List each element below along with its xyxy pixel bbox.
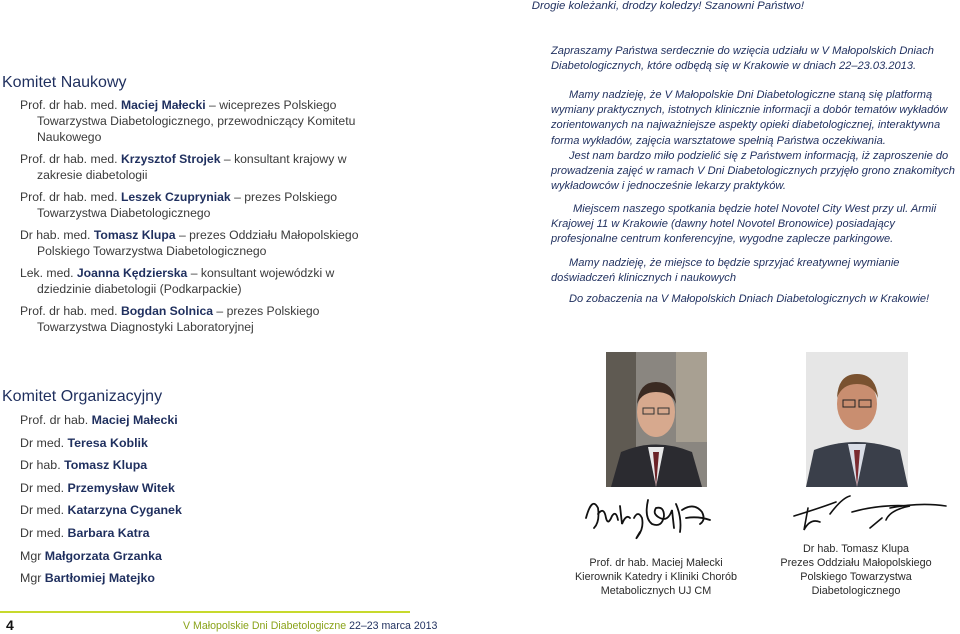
- member-title: Dr med.: [20, 480, 68, 495]
- caption-line: Metabolicznych UJ CM: [600, 585, 712, 597]
- member-title: Lek. med.: [20, 266, 77, 280]
- member-title: Dr hab.: [20, 458, 65, 473]
- portrait-photo-malecki: [606, 352, 707, 487]
- caption-line: Diabetologicznego: [811, 585, 901, 597]
- member-name: Barbara Katra: [67, 525, 150, 540]
- member-name: Joanna Kędzierska: [76, 266, 188, 280]
- member-title: Prof. dr hab.: [20, 413, 92, 427]
- list-item: Prof. dr hab. med. Maciej Małecki – wiceprezes Polskiego Towarzystwa Diabetologicznego, przewodniczący Komitetu Naukowego: [20, 98, 356, 144]
- caption-line: Prezes Oddziału Małopolskiego: [780, 557, 932, 569]
- caption-line: Dr hab. Tomasz Klupa: [802, 543, 910, 555]
- member-name: Tomasz Klupa: [93, 228, 176, 242]
- member-title: Prof. dr hab. med.: [20, 98, 121, 112]
- organizing-committee-title: Komitet Organizacyjny: [2, 388, 163, 405]
- list-item: [20, 502, 182, 525]
- member-role: prezes Polskiego Towarzystwa Diagnostyki Laboratoryjnej: [37, 304, 320, 334]
- footer-event-name: V Małopolskie Dni Diabetologiczne: [183, 620, 347, 632]
- list-item: [20, 435, 182, 458]
- caption-malecki: [556, 556, 756, 598]
- letter-paragraph-exchange: Mamy nadzieję, że miejsce to będzie sprzyjać kreatywnej wymianie doświadczeń klinicznych i naukowych: [551, 257, 900, 285]
- letter-paragraph-venue: Miejscem naszego spotkania będzie hotel Novotel City West przy ul. Armii Krajowej 11 w Krakowie (dawny hotel Novotel Bronowice) posiadający profesjonalne centrum konferencyjne, wygodne zaplecze parkingowe.: [551, 203, 937, 246]
- member-title: Prof. dr hab. med.: [20, 190, 121, 204]
- member-title: Mgr: [20, 548, 45, 563]
- member-name: Bogdan Solnica: [120, 304, 214, 318]
- caption-line: Kierownik Katedry i Kliniki Chorób: [574, 571, 738, 583]
- caption-klupa: [760, 542, 952, 598]
- letter-paragraph-closing: Do zobaczenia na V Małopolskich Dniach Diabetologicznych w Krakowie!: [569, 293, 930, 305]
- footer-rule: [0, 611, 410, 613]
- member-name: Bartłomiej Matejko: [44, 571, 155, 586]
- member-role: konsultant krajowy w zakresie diabetologii: [37, 152, 347, 182]
- member-name: Teresa Koblik: [67, 435, 148, 450]
- member-name: Małgorzata Grzanka: [44, 548, 162, 563]
- member-name: Tomasz Klupa: [64, 458, 148, 473]
- member-title: Prof. dr hab. med.: [20, 304, 121, 318]
- list-item: Prof. dr hab. med. Krzysztof Strojek – konsultant krajowy w zakresie diabetologii: [20, 152, 347, 182]
- footer-event-line: [183, 620, 437, 632]
- list-item: [20, 412, 182, 435]
- scientific-committee-title: Komitet Naukowy: [2, 74, 127, 91]
- member-role: konsultant wojewódzki w dziedzinie diabetologii (Podkarpackie): [37, 266, 335, 296]
- greeting-line: Drogie koleżanki, drodzy koledzy! Szanowni Państwo!: [531, 0, 804, 12]
- list-item: [20, 480, 182, 503]
- member-title: Dr med.: [20, 503, 68, 518]
- list-item: [20, 570, 182, 593]
- list-item: Prof. dr hab. med. Leszek Czupryniak – prezes Polskiego Towarzystwa Diabetologicznego: [20, 190, 338, 220]
- signature-klupa: [790, 488, 950, 538]
- list-item: [20, 525, 182, 548]
- organizing-committee-list: [20, 412, 182, 593]
- list-item: [20, 457, 182, 480]
- list-item: Dr hab. med. Tomasz Klupa – prezes Oddziału Małopolskiego Polskiego Towarzystwa Diabetologicznego: [20, 228, 359, 258]
- portrait-photo-klupa: [806, 352, 908, 487]
- letter-paragraph-invitation: Zapraszamy Państwa serdecznie do wzięcia udziału w V Małopolskich Dniach Diabetologicznych, które odbędą się w Krakowie w dniach 22–23.03.2013.: [551, 45, 934, 73]
- member-title: Prof. dr hab. med.: [20, 152, 121, 166]
- member-role: prezes Oddziału Małopolskiego Polskiego Towarzystwa Diabetologicznego: [37, 228, 359, 258]
- member-title: Mgr: [20, 571, 45, 586]
- member-role: wiceprezes Polskiego Towarzystwa Diabetologicznego, przewodniczący Komitetu Naukowego: [37, 98, 356, 144]
- member-name: Przemysław Witek: [67, 480, 175, 495]
- letter-paragraph-lecturers: Jest nam bardzo miło podzielić się z Państwem informacją, iż zaproszenie do prowadzenia zajęć w ramach V Dni Diabetologicznych przyjęło grono znakomitych wykładowców i jednocześnie lekarzy praktyków.: [551, 150, 955, 193]
- list-item: [20, 548, 182, 571]
- member-name: Katarzyna Cyganek: [67, 503, 182, 518]
- caption-line: Prof. dr hab. Maciej Małecki: [589, 557, 723, 569]
- member-role: prezes Polskiego Towarzystwa Diabetologicznego: [37, 190, 338, 220]
- scientific-committee-list: [20, 97, 390, 341]
- member-title: Dr hab. med.: [20, 228, 94, 242]
- member-title: Dr med.: [20, 525, 68, 540]
- footer-event-dates: 22–23 marca 2013: [349, 620, 438, 632]
- member-name: Maciej Małecki: [91, 413, 178, 427]
- letter-paragraph-hope: Mamy nadzieję, że V Małopolskie Dni Diabetologiczne staną się platformą wymiany praktycznych, istotnych klinicznie informacji a dobór tematów wykładów zorientowanych na najważniejsze aspekty opieki diabetologicznej, interaktywna forma wykładów, zajęcia warsztatowe spełnią Państwa oczekiwania.: [551, 89, 948, 147]
- caption-line: Polskiego Towarzystwa: [800, 571, 912, 583]
- member-name: Maciej Małecki: [120, 98, 206, 112]
- page-number: 4: [6, 617, 14, 633]
- member-title: Dr med.: [20, 435, 68, 450]
- list-item: Lek. med. Joanna Kędzierska – konsultant wojewódzki w dziedzinie diabetologii (Podkarpackie): [20, 266, 335, 296]
- signature-malecki: [582, 488, 722, 544]
- member-name: Leszek Czupryniak: [120, 190, 231, 204]
- list-item: Prof. dr hab. med. Bogdan Solnica – prezes Polskiego Towarzystwa Diagnostyki Laboratoryjnej: [20, 304, 320, 334]
- member-name: Krzysztof Strojek: [120, 152, 221, 166]
